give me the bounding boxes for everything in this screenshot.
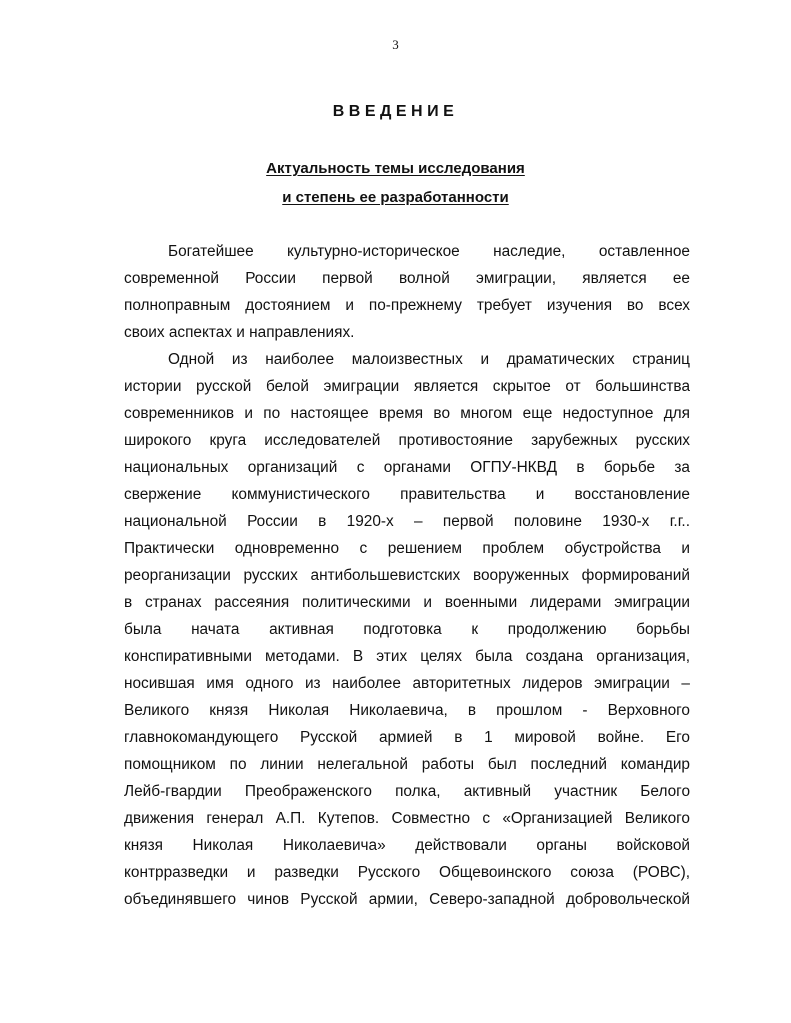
text-line: Богатейшее культурно-историческое наследие, оставленное (168, 243, 690, 260)
text-line: контрразведки и разведки Русского Общевоинского союза (РОВС), (124, 864, 690, 881)
paragraph-1 (124, 238, 690, 346)
text-line: главнокомандующего Русской армией в 1 мировой войне. Его (124, 729, 690, 746)
text-line: современной России первой волной эмиграции, является ее (124, 270, 690, 287)
text-line: помощником по линии нелегальной работы был последний командир (124, 756, 690, 773)
subtitle-line-2: и степень ее разработанности (282, 189, 509, 206)
text-line: Практически одновременно с решением проблем обустройства и (124, 540, 690, 557)
text-line: своих аспектах и направлениях. (124, 324, 355, 341)
text-line: объединявшего чинов Русской армии, Северо-западной добровольческой (124, 891, 690, 908)
text-line: в странах рассеяния политическими и военными лидерами эмиграции (124, 594, 690, 611)
text-line: Одной из наиболее малоизвестных и драматических страниц (168, 351, 690, 368)
paragraph-2 (124, 346, 690, 913)
text-line: носившая имя одного из наиболее авторитетных лидеров эмиграции – (124, 675, 690, 692)
text-line: конспиративными методами. В этих целях была создана организация, (124, 648, 690, 665)
text-line: Великого князя Николая Николаевича, в прошлом - Верховного (124, 702, 690, 719)
body-text (124, 238, 690, 913)
text-line: современников и по настоящее время во многом еще недоступное для (124, 405, 690, 422)
text-line: князя Николая Николаевича» действовали органы войсковой (124, 837, 690, 854)
text-line: свержение коммунистического правительства и восстановление (124, 486, 690, 503)
text-line: национальной России в 1920-х – первой половине 1930-х г.г.. (124, 513, 690, 530)
text-line: национальных организаций с органами ОГПУ-НКВД в борьбе за (124, 459, 690, 476)
text-line: реорганизации русских антибольшевистских вооруженных формирований (124, 567, 690, 584)
page-number: 3 (392, 37, 399, 52)
subtitle-line-1: Актуальность темы исследования (266, 160, 525, 177)
text-line: широкого круга исследователей противостояние зарубежных русских (124, 432, 690, 449)
text-line: движения генерал А.П. Кутепов. Совместно с «Организацией Великого (124, 810, 690, 827)
page-title: ВВЕДЕНИЕ (332, 103, 459, 120)
text-line: истории русской белой эмиграции является скрытое от большинства (124, 378, 690, 395)
text-line: полноправным достоянием и по-прежнему требует изучения во всех (124, 297, 690, 314)
text-line: была начата активная подготовка к продолжению борьбы (124, 621, 690, 638)
text-line: Лейб-гвардии Преображенского полка, активный участник Белого (124, 783, 690, 800)
